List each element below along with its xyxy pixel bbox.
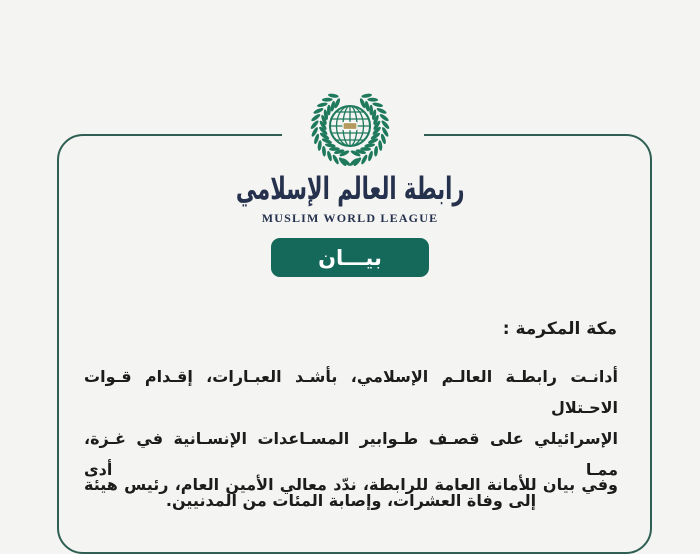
paragraph-line: الإسرائيلي على قصـف طـوابير المسـاعدات الإنسـانية في غـزة، ممـا أدى: [84, 429, 618, 479]
kaaba-gold-bar: [343, 123, 357, 130]
statement-badge: [271, 238, 429, 277]
mwl-english-name: MUSLIM WORLD LEAGUE: [261, 211, 439, 225]
statement-paragraph-partial: [84, 469, 618, 500]
mwl-arabic-calligraphy: [0, 166, 700, 212]
mwl-arabic-name: رابطة العالم الإسلامي: [235, 171, 465, 207]
paragraph-line: وفي بيان للأمانة العامة للرابطة، ندّد معالي الأمين العام، رئيس هيئة: [84, 475, 618, 494]
paragraph-line: إلى وفاة العشرات، وإصابة المئات من المدنيين.: [165, 491, 537, 510]
paragraph-line: أدانـت رابطـة العالـم الإسلامي، بأشـد العبـارات، إقـدام قـوات الاحـتلال: [84, 367, 618, 417]
location-heading: مكة المكرمة :: [502, 319, 617, 339]
statement-badge-label: بيـــان: [318, 245, 382, 270]
